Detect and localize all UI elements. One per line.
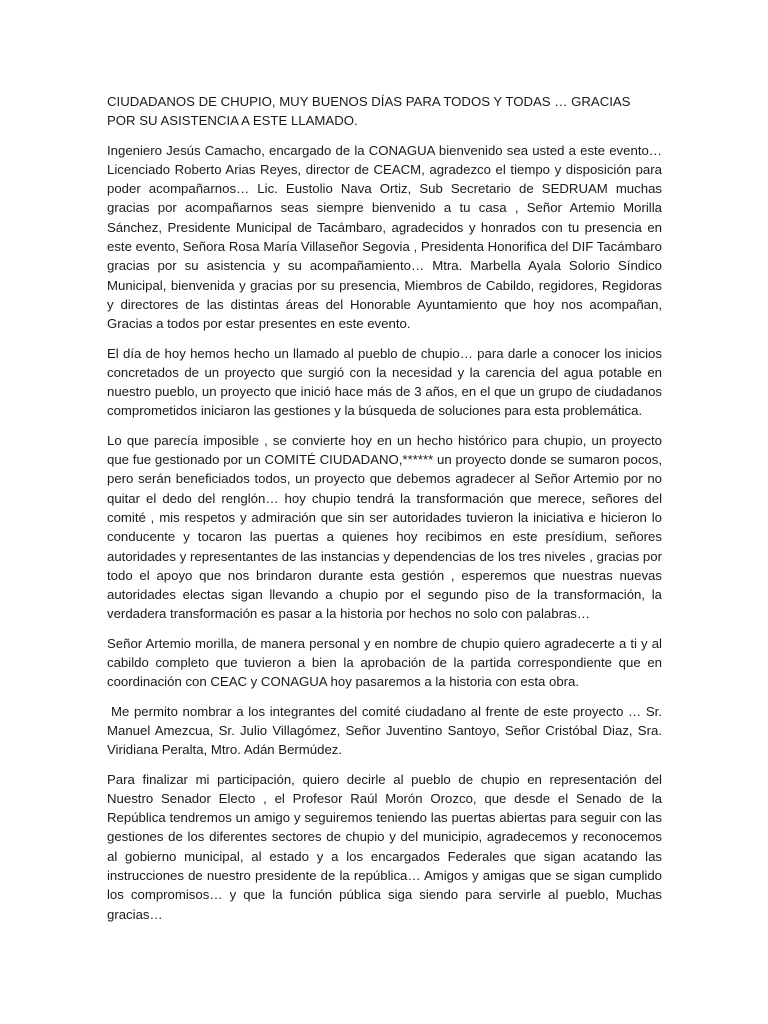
paragraph-welcome: Ingeniero Jesús Camacho, encargado de la CONAGUA bienvenido sea usted a este evento… Licenciado Roberto Arias Reyes, director de CEACM, agradezco el tiempo y disposición para poder acompañarnos… Lic. Eustolio Nava Ortiz, Sub Secretario de SEDRUAM muchas gracias por acompañarnos seas siempre bienvenido a tu casa , Señor Artemio Morilla Sánchez, Presidente Municipal de Tacámbaro, agradecidos y honrados con tu presencia en este evento, Señora Rosa María Villaseñor Segovia , Presidenta Honorifica del DIF Tacámbaro gracias por su asistencia y su acompañamiento… Mtra. Marbella Ayala Solorio Síndico Municipal, bienvenida y gracias por su presencia, Miembros de Cabildo, regidores, Regidoras y directores de las distintas áreas del Honorable Ayuntamiento que hoy nos acompañan, Gracias a todos por estar presentes en este evento. [107, 142, 662, 332]
paragraph-closing: Para finalizar mi participación, quiero decirle al pueblo de chupio en representación del Nuestro Senador Electo , el Profesor Raúl Morón Orozco, que desde el Senado de la República tendremos un amigo y seguiremos teniendo las puertas abiertas para seguir con las gestiones de los diferentes sectores de chupio y del municipio, agradecemos y reconocemos al gobierno municipal, al estado y a los encargados Federales que sigan acatando las instrucciones de nuestro presidente de la república… Amigos y amigas que se sigan cumplido los compromisos… y que la función pública siga siendo para servirle al pueblo, Muchas gracias… [107, 771, 662, 922]
document-heading: CIUDADANOS DE CHUPIO, MUY BUENOS DÍAS PARA TODOS Y TODAS … GRACIAS POR SU ASISTENCIA A ESTE LLAMADO. [107, 94, 631, 129]
paragraph-history: Lo que parecía imposible , se convierte hoy en un hecho histórico para chupio, un proyecto que fue gestionado por un COMITÉ CIUDADANO,****** un proyecto donde se sumaron pocos, pero serán beneficiados todos, un proyecto que debemos agradecer al Señor Artemio por no quitar el dedo del renglón… hoy chupio tendrá la transformación que merece, señores del comité , mis respetos y admiración que sin ser autoridades tuvieron la iniciativa e hicieron lo conducente y tocaron las puertas a quienes hoy recibimos en este presídium, señores autoridades y representantes de las instancias y dependencias de los tres niveles , gracias por todo el apoyo que nos brindaron durante esta gestión , esperemos que nuestras nuevas autoridades electas sigan llevando a chupio por el segundo piso de la transformación, la verdadera transformación es pasar a la historia por hechos no solo con palabras… [107, 432, 662, 622]
paragraph-thanks: Señor Artemio morilla, de manera personal y en nombre de chupio quiero agradecerte a ti y al cabildo completo que tuvieron a bien la aprobación de la partida correspondiente que en coordinación con CEAC y CONAGUA hoy pasaremos a la historia con esta obra. [107, 635, 662, 690]
paragraph-call: El día de hoy hemos hecho un llamado al pueblo de chupio… para darle a conocer los inicios concretados de un proyecto que surgió con la necesidad y la carencia del agua potable en nuestro pueblo, un proyecto que inició hace más de 3 años, en el que un grupo de ciudadanos comprometidos iniciaron las gestiones y la búsqueda de soluciones para esta problemática. [107, 345, 662, 419]
paragraph-committee: Me permito nombrar a los integrantes del comité ciudadano al frente de este proyecto … Sr. Manuel Amezcua, Sr. Julio Villagómez, Señor Juventino Santoyo, Señor Cristóbal Diaz, Sra. Viridiana Peralta, Mtro. Adán Bermúdez. [107, 703, 662, 758]
document-body [107, 92, 662, 934]
